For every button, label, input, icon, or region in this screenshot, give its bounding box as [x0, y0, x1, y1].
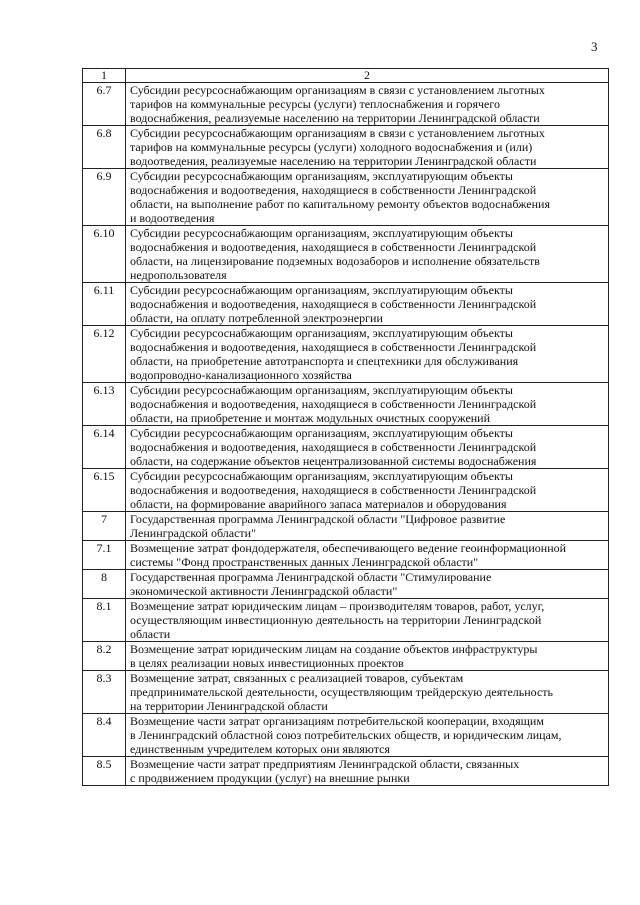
table-row	[83, 642, 609, 671]
row-number: 6.12	[83, 326, 126, 383]
row-text: Субсидии ресурсоснабжающим организациям в связи с установлением льготных тарифов на коммунальные ресурсы (услуги) холодного водоснабжения и (или) водоотведения, реализуемые населению на территории Ленинградской области	[130, 126, 545, 168]
row-text: Возмещение затрат юридическим лицам – производителям товаров, работ, услуг, осуществляющим инвестиционную деятельность на территории Ленинградской области	[130, 599, 545, 641]
row-text: Возмещение части затрат предприятиям Ленинградской области, связанных с продвижением продукции (услуг) на внешние рынки	[130, 757, 520, 785]
row-number: 8.2	[83, 642, 126, 671]
row-number: 6.15	[83, 469, 126, 512]
table-row	[83, 83, 609, 126]
row-number: 6.10	[83, 226, 126, 283]
table-row	[83, 383, 609, 426]
row-text: Возмещение затрат фондодержателя, обеспечивающего ведение геоинформационной системы "Фонд пространственных данных Ленинградской области"	[130, 541, 567, 569]
row-number: 7.1	[83, 541, 126, 570]
table-header-row	[83, 69, 609, 83]
subsidies-table	[82, 68, 609, 786]
row-number: 8	[83, 570, 126, 599]
row-number: 8.5	[83, 757, 126, 786]
table-row	[83, 126, 609, 169]
row-number: 6.7	[83, 83, 126, 126]
row-number: 6.14	[83, 426, 126, 469]
row-text: Субсидии ресурсоснабжающим организациям, эксплуатирующим объекты водоснабжения и водоотведения, находящиеся в собственности Ленинградской области, на приобретение автотранспорта и спецтехники для обслуживания водопроводно-канализационного хозяйства	[130, 326, 537, 382]
table-row	[83, 469, 609, 512]
table-row	[83, 283, 609, 326]
row-text: Возмещение затрат юридическим лицам на создание объектов инфраструктуры в целях реализации новых инвестиционных проектов	[130, 642, 538, 670]
row-text: Субсидии ресурсоснабжающим организациям, эксплуатирующим объекты водоснабжения и водоотведения, находящиеся в собственности Ленинградской области, на приобретение и монтаж модульных очистных сооружений	[130, 383, 537, 425]
header-col-2: 2	[126, 69, 609, 83]
table-row	[83, 541, 609, 570]
row-text: Государственная программа Ленинградской области "Цифровое развитие Ленинградской области"	[130, 512, 506, 540]
page-number: 3	[591, 39, 598, 54]
row-text: Возмещение затрат, связанных с реализацией товаров, субъектам предпринимательской деятельности, осуществляющим трейдерскую деятельность на территории Ленинградской области	[130, 671, 554, 713]
row-text: Субсидии ресурсоснабжающим организациям, эксплуатирующим объекты водоснабжения и водоотведения, находящиеся в собственности Ленинградской области, на лицензирование подземных водозаборов и исполнение обязательств недропользователя	[130, 226, 540, 282]
table-row	[83, 599, 609, 642]
row-number: 6.13	[83, 383, 126, 426]
row-text: Субсидии ресурсоснабжающим организациям в связи с установлением льготных тарифов на коммунальные ресурсы (услуги) теплоснабжения и горячего водоснабжения, реализуемые населению на территории Ленинградской области	[130, 83, 545, 125]
row-number: 8.1	[83, 599, 126, 642]
row-number: 6.11	[83, 283, 126, 326]
table-row	[83, 512, 609, 541]
row-number: 7	[83, 512, 126, 541]
table-row	[83, 671, 609, 714]
row-text: Субсидии ресурсоснабжающим организациям, эксплуатирующим объекты водоснабжения и водоотведения, находящиеся в собственности Ленинградской области, на выполнение работ по капитальному ремонту объектов водоснабжения и водоотведения	[130, 169, 550, 225]
table-row	[83, 570, 609, 599]
row-number: 8.4	[83, 714, 126, 757]
row-number: 6.8	[83, 126, 126, 169]
row-text: Субсидии ресурсоснабжающим организациям, эксплуатирующим объекты водоснабжения и водоотведения, находящиеся в собственности Ленинградской области, на оплату потребленной электроэнергии	[130, 283, 537, 325]
table-row	[83, 226, 609, 283]
table-row	[83, 169, 609, 226]
header-col-1: 1	[83, 69, 126, 83]
row-text: Субсидии ресурсоснабжающим организациям, эксплуатирующим объекты водоснабжения и водоотведения, находящиеся в собственности Ленинградской области, на содержание объектов нецентрализованной системы водоснабжения	[130, 426, 537, 468]
table-row	[83, 714, 609, 757]
row-text: Возмещение части затрат организациям потребительской кооперации, входящим в Ленинградский областной союз потребительских обществ, и юридическим лицам, единственным учредителем которых они являются	[130, 714, 562, 756]
table-row	[83, 426, 609, 469]
row-text: Субсидии ресурсоснабжающим организациям, эксплуатирующим объекты водоснабжения и водоотведения, находящиеся в собственности Ленинградской области, на формирование аварийного запаса материалов и оборудования	[130, 469, 537, 511]
row-number: 6.9	[83, 169, 126, 226]
table-row	[83, 757, 609, 786]
table-row	[83, 326, 609, 383]
row-text: Государственная программа Ленинградской области "Стимулирование экономической активности Ленинградской области"	[130, 570, 492, 598]
row-number: 8.3	[83, 671, 126, 714]
